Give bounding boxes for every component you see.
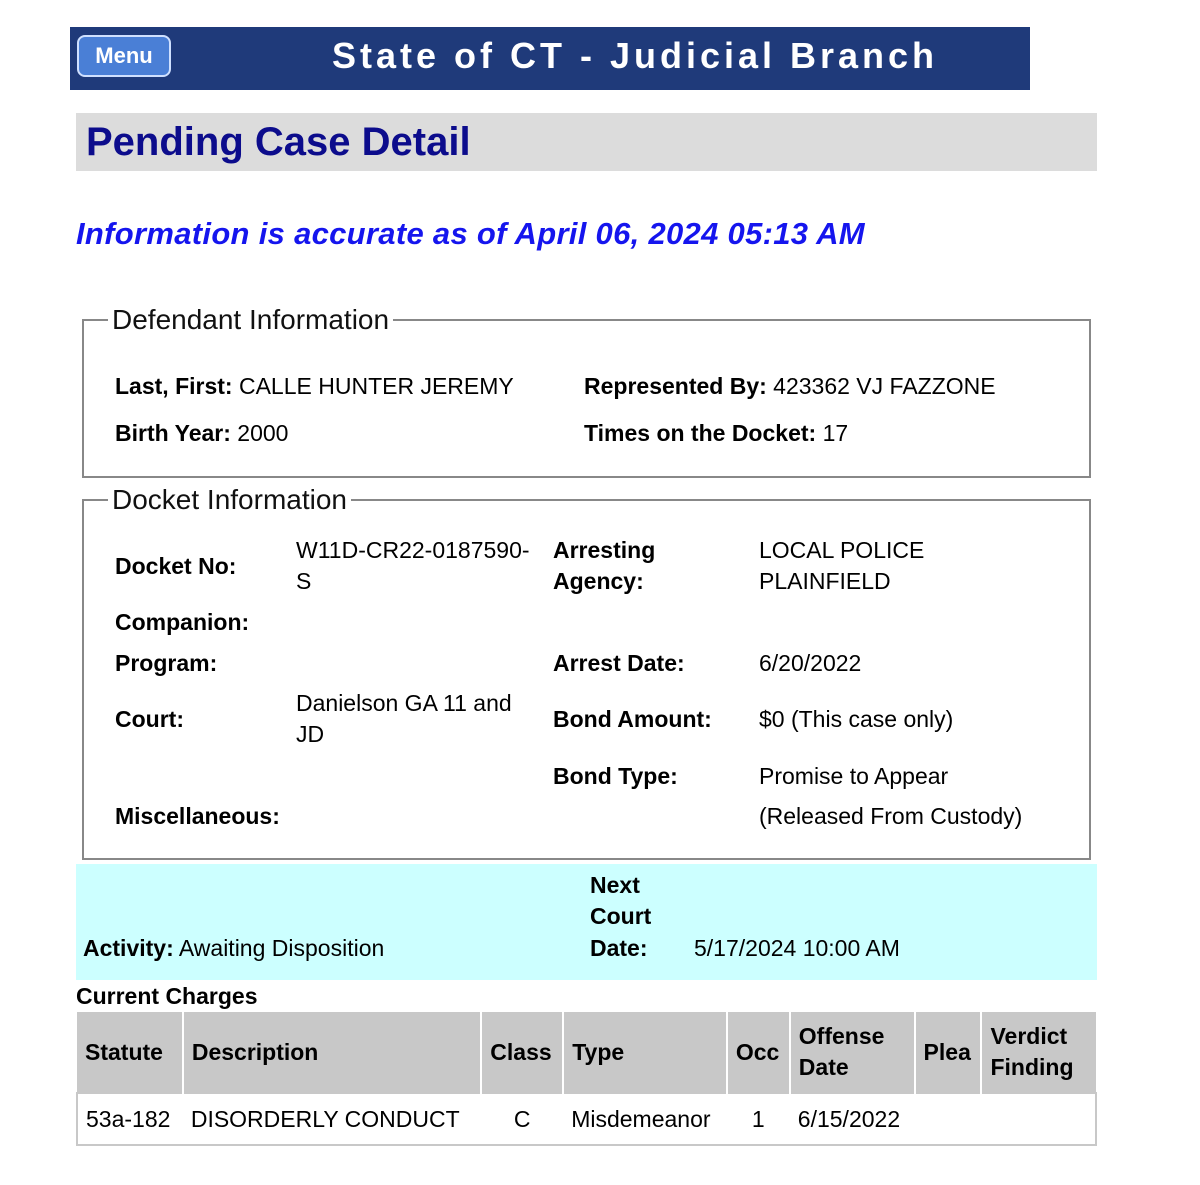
birth-year-value: 2000 <box>237 420 289 446</box>
name-label: Last, First: <box>115 373 233 399</box>
represented-value: 423362 VJ FAZZONE <box>773 373 996 399</box>
charge-statute: 53a-182 <box>77 1093 183 1145</box>
bond-type-label: Bond Type: <box>553 763 678 789</box>
times-on-docket-row <box>584 418 848 449</box>
bond-type-line1: Promise to Appear <box>759 763 949 789</box>
birth-year-label: Birth Year: <box>115 420 231 446</box>
activity-value: Awaiting Disposition <box>178 935 385 961</box>
offense-date-header <box>790 1012 915 1093</box>
court-label: Court: <box>115 706 184 732</box>
defendant-name-row <box>115 371 514 402</box>
page-title: Pending Case Detail <box>86 120 471 164</box>
arresting-agency-label-2: Agency: <box>553 568 644 594</box>
activity-label: Activity: <box>83 935 174 961</box>
next-court-date-value: 5/17/2024 10:00 AM <box>694 935 900 961</box>
site-title: State of CT - Judicial Branch <box>331 35 939 76</box>
companion-label: Companion: <box>115 609 250 635</box>
bond-amount-value: $0 (This case only) <box>759 706 954 732</box>
verdict-header-line2: Finding <box>990 1054 1074 1080</box>
arresting-agency-line2: PLAINFIELD <box>759 568 891 594</box>
accuracy-notice: Information is accurate as of April 06, 2024 05:13 AM <box>76 216 865 251</box>
next-court-label-2: Court <box>590 903 652 929</box>
type-header: Type <box>563 1012 727 1093</box>
birth-year-row <box>115 418 288 449</box>
times-on-docket-value: 17 <box>822 420 849 446</box>
bond-amount-label: Bond Amount: <box>553 706 712 732</box>
charge-description: DISORDERLY CONDUCT <box>183 1093 481 1145</box>
offense-date-header-line1: Offense <box>798 1023 885 1049</box>
verdict-header-line1: Verdict <box>990 1023 1068 1049</box>
charges-table <box>76 1012 1097 1146</box>
represented-label: Represented By: <box>584 373 767 399</box>
defendant-info-legend: Defendant Information <box>112 304 390 335</box>
site-header <box>70 27 1030 90</box>
arresting-agency-label-1: Arresting <box>553 537 656 563</box>
offense-date-header-line2: Date <box>798 1054 849 1080</box>
description-header: Description <box>183 1012 481 1093</box>
next-court-label-3: Date: <box>590 935 648 961</box>
arrest-date-value: 6/20/2022 <box>759 650 862 676</box>
represented-row <box>584 371 996 402</box>
court-line1: Danielson GA 11 and <box>296 690 512 716</box>
charge-offense-date: 6/15/2022 <box>790 1093 915 1145</box>
court-line2: JD <box>296 721 325 747</box>
arresting-agency-line1: LOCAL POLICE <box>759 537 925 563</box>
charge-type: Misdemeanor <box>563 1093 727 1145</box>
program-label: Program: <box>115 650 218 676</box>
statute-header: Statute <box>77 1012 183 1093</box>
verdict-header <box>981 1012 1096 1093</box>
bond-type-line2: (Released From Custody) <box>759 803 1023 829</box>
docket-no-line1: W11D-CR22-0187590- <box>296 537 530 563</box>
activity-row <box>83 933 384 964</box>
charge-class: C <box>481 1093 563 1145</box>
miscellaneous-label: Miscellaneous: <box>115 803 280 829</box>
times-on-docket-label: Times on the Docket: <box>584 420 817 446</box>
table-row <box>77 1093 1096 1145</box>
charges-header-row <box>77 1012 1096 1093</box>
docket-no-label: Docket No: <box>115 553 237 579</box>
menu-button[interactable]: Menu <box>77 35 171 77</box>
current-charges-heading: Current Charges <box>76 983 258 1009</box>
next-court-label-1: Next <box>590 872 640 898</box>
arrest-date-label: Arrest Date: <box>553 650 685 676</box>
docket-info-legend: Docket Information <box>112 484 347 515</box>
charge-plea <box>915 1093 982 1145</box>
docket-no-line2: S <box>296 568 312 594</box>
charge-verdict <box>981 1093 1096 1145</box>
defendant-name: CALLE HUNTER JEREMY <box>238 373 514 399</box>
class-header: Class <box>481 1012 563 1093</box>
occ-header: Occ <box>727 1012 790 1093</box>
charge-occ: 1 <box>727 1093 790 1145</box>
page-title-bar <box>76 113 1097 171</box>
plea-header: Plea <box>915 1012 982 1093</box>
